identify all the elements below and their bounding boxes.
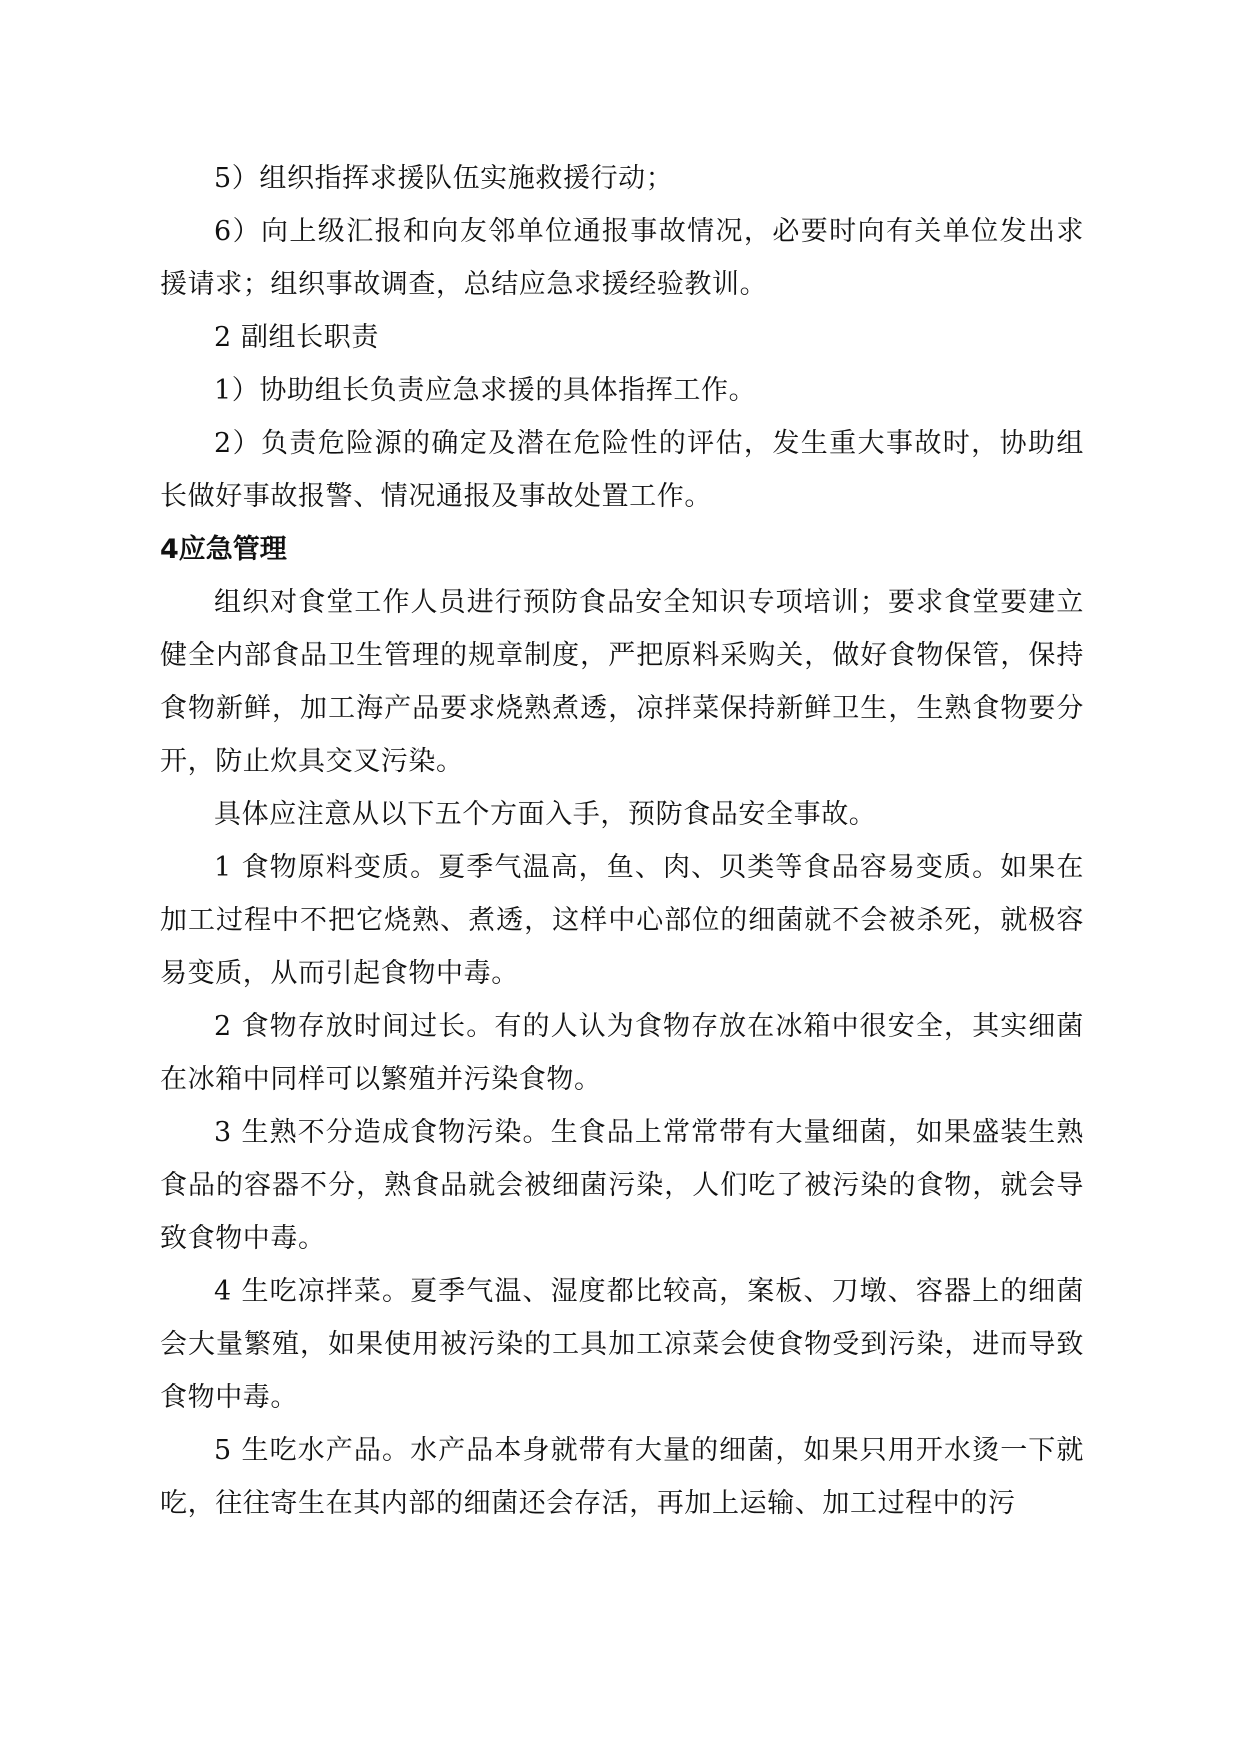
paragraph-deputy-duties-title: 2 副组长职责: [214, 322, 379, 353]
paragraph-training: 组织对食堂工作人员进行预防食品安全知识专项培训；要求食堂要建立健全内部食品卫生管理的规章制度，严把原料采购关，做好食物保管，保持食物新鲜，加工海产品要求烧熟煮透，凉拌菜保持新鲜卫生，生熟食物要分开，防止炊具交叉污染。: [160, 587, 1084, 777]
paragraph-deputy-duty-1: 1）协助组长负责应急求援的具体指挥工作。: [214, 375, 757, 406]
paragraph-aspect-2: 2 食物存放时间过长。有的人认为食物存放在冰箱中很安全，其实细菌在冰箱中同样可以繁殖并污染食物。: [160, 1011, 1084, 1095]
section-heading-emergency-management: 4应急管理: [160, 534, 287, 565]
paragraph-five-aspects-intro: 具体应注意从以下五个方面入手，预防食品安全事故。: [214, 799, 877, 830]
paragraph-step-5: 5）组织指挥求援队伍实施救援行动；: [214, 163, 674, 194]
document-body: [160, 152, 1084, 1530]
paragraph-step-6: 6）向上级汇报和向友邻单位通报事故情况，必要时向有关单位发出求援请求；组织事故调查，总结应急求援经验教训。: [160, 216, 1084, 300]
paragraph-deputy-duty-2: 2）负责危险源的确定及潜在危险性的评估，发生重大事故时，协助组长做好事故报警、情况通报及事故处置工作。: [160, 428, 1084, 512]
paragraph-aspect-5: 5 生吃水产品。水产品本身就带有大量的细菌，如果只用开水烫一下就吃，往往寄生在其内部的细菌还会存活，再加上运输、加工过程中的污: [160, 1435, 1084, 1519]
paragraph-aspect-3: 3 生熟不分造成食物污染。生食品上常常带有大量细菌，如果盛装生熟食品的容器不分，熟食品就会被细菌污染，人们吃了被污染的食物，就会导致食物中毒。: [160, 1117, 1084, 1254]
paragraph-aspect-4: 4 生吃凉拌菜。夏季气温、湿度都比较高，案板、刀墩、容器上的细菌会大量繁殖，如果使用被污染的工具加工凉菜会使食物受到污染，进而导致食物中毒。: [160, 1276, 1084, 1413]
paragraph-aspect-1: 1 食物原料变质。夏季气温高，鱼、肉、贝类等食品容易变质。如果在加工过程中不把它烧熟、煮透，这样中心部位的细菌就不会被杀死，就极容易变质，从而引起食物中毒。: [160, 852, 1084, 989]
